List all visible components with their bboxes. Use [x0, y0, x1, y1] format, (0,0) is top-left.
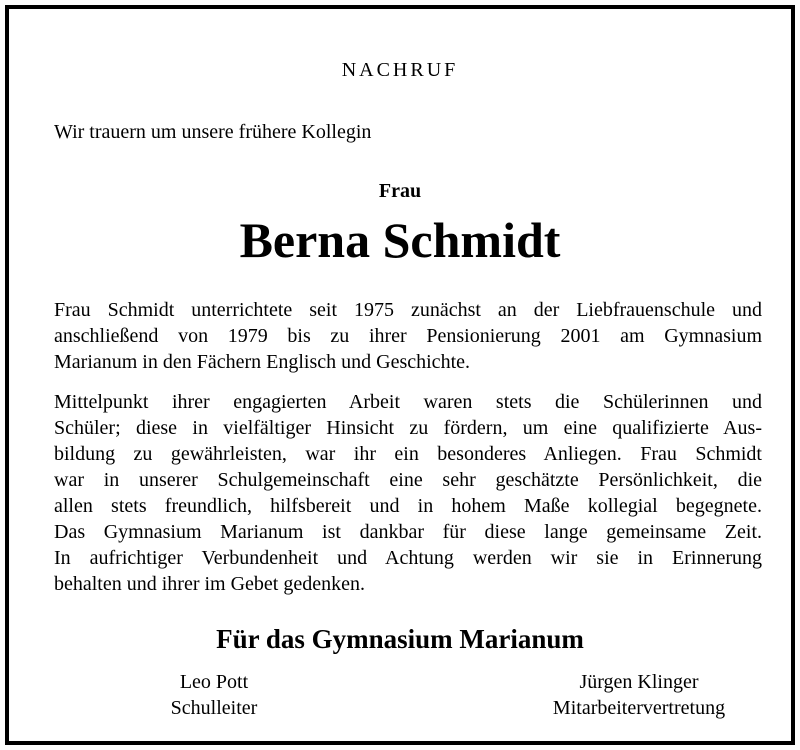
paragraph-line: anschließend von 1979 bis zu ihrer Pensionierung 2001 am Gymnasium: [54, 325, 762, 347]
paragraph-line: In aufrichtiger Verbundenheit und Achtung werden wir sie in Erinnerung: [54, 547, 762, 569]
signer-right: [519, 669, 759, 721]
intro-line: Wir trauern um unsere frühere Kollegin: [54, 121, 372, 143]
paragraph-line: war in unserer Schulgemeinschaft eine sehr geschätzte Persönlichkeit, die: [54, 469, 762, 491]
paragraph-line: Frau Schmidt unterrichtete seit 1975 zunächst an der Liebfrauenschule und: [54, 299, 762, 321]
paragraph-tribute: [54, 389, 762, 597]
paragraph-line: bildung zu gewährleisten, war ihr ein besonderes Anliegen. Frau Schmidt: [54, 443, 762, 465]
signer-name: Jürgen Klinger: [579, 671, 699, 693]
signer-role: Schulleiter: [170, 697, 258, 719]
obituary-heading: NACHRUF: [341, 59, 459, 81]
paragraph-line: Marianum in den Fächern Englisch und Geschichte.: [54, 351, 470, 373]
paragraph-line: behalten und ihrer im Gebet gedenken.: [54, 573, 365, 595]
paragraph-line: Schüler; diese in vielfältiger Hinsicht zu fördern, um eine qualifizierte Aus-: [54, 417, 762, 439]
paragraph-line: allen stets freundlich, hilfsbereit und in hohem Maße kollegial begegnete.: [54, 495, 762, 517]
paragraph-line: Mittelpunkt ihrer engagierten Arbeit waren stets die Schülerinnen und: [54, 391, 762, 413]
signer-name: Leo Pott: [179, 671, 249, 693]
deceased-name: Berna Schmidt: [239, 212, 561, 268]
paragraph-line: Das Gymnasium Marianum ist dankbar für diese lange gemeinsame Zeit.: [54, 521, 762, 543]
salutation: Frau: [378, 180, 422, 202]
signer-left: [119, 669, 309, 721]
paragraph-career: [54, 297, 762, 375]
signature-title: Für das Gymnasium Marianum: [216, 624, 584, 654]
obituary-frame: [5, 5, 795, 745]
signer-role: Mitarbeitervertretung: [552, 697, 726, 719]
